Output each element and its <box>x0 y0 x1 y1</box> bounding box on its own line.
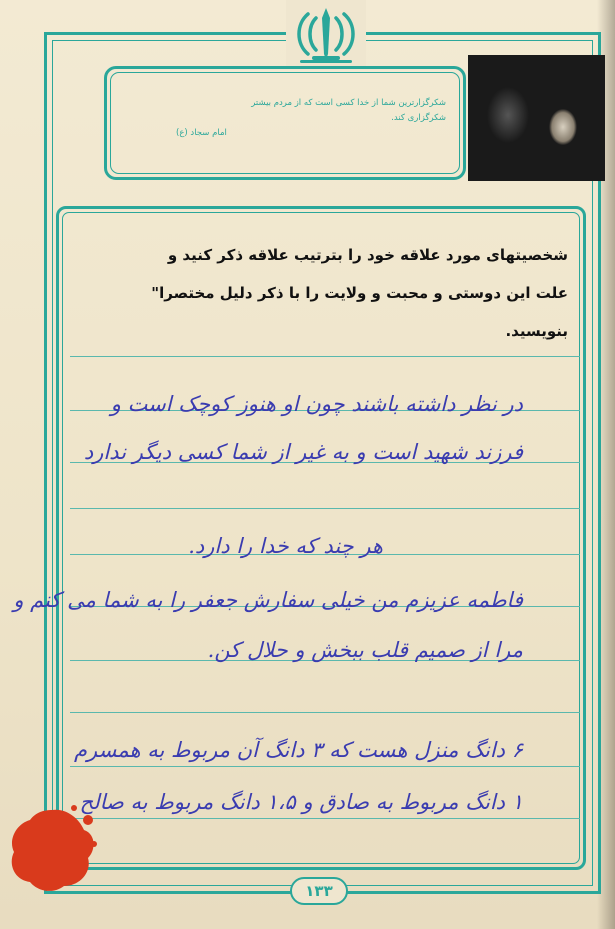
ruled-line <box>70 712 580 713</box>
handwriting-line-2: فرزند شهید است و به غیر از شما کسی دیگر ندارد <box>83 440 523 464</box>
iran-emblem-icon <box>286 0 366 66</box>
ruled-line <box>70 766 580 767</box>
ink-blot-icon <box>4 800 100 896</box>
handwriting-line-5: مرا از صمیم قلب ببخش و حلال کن. <box>207 638 523 662</box>
ruled-line <box>70 356 580 357</box>
handwriting-line-4: فاطمه عزیزم من خیلی سفارش جعفر را به شما می کنم و <box>13 588 523 612</box>
handwriting-line-3: هر چند که خدا را دارد. <box>188 534 383 558</box>
page-number: ۱۳۳ <box>290 877 348 905</box>
instruction-line-3: بنویسید. <box>505 322 568 340</box>
quote-line-2: شکرگزاری کند. <box>391 113 446 123</box>
quote-line-1: شکرگزارترین شما از خدا کسی است که از مردم بیشتر <box>251 98 446 108</box>
portrait-photo <box>468 55 605 181</box>
quote-source: امام سجاد (ع) <box>176 128 227 138</box>
instruction-line-1: شخصیتهای مورد علاقه خود را بترتیب علاقه ذکر کنید و <box>167 246 568 264</box>
ruled-line <box>70 508 580 509</box>
handwriting-line-6: ۶ دانگ منزل هست که ۳ دانگ آن مربوط به همسرم <box>74 738 523 762</box>
handwriting-line-1: در نظر داشته باشند چون او هنوز کوچک است و <box>110 392 523 416</box>
instruction-line-2: علت این دوستی و محبت و ولایت را با ذکر دلیل مختصرا" <box>151 284 568 302</box>
ruled-line <box>70 818 580 819</box>
quote-text <box>176 96 446 126</box>
handwriting-line-7: ۱ دانگ مربوط به صادق و ۱،۵ دانگ مربوط به صالح <box>79 790 523 814</box>
